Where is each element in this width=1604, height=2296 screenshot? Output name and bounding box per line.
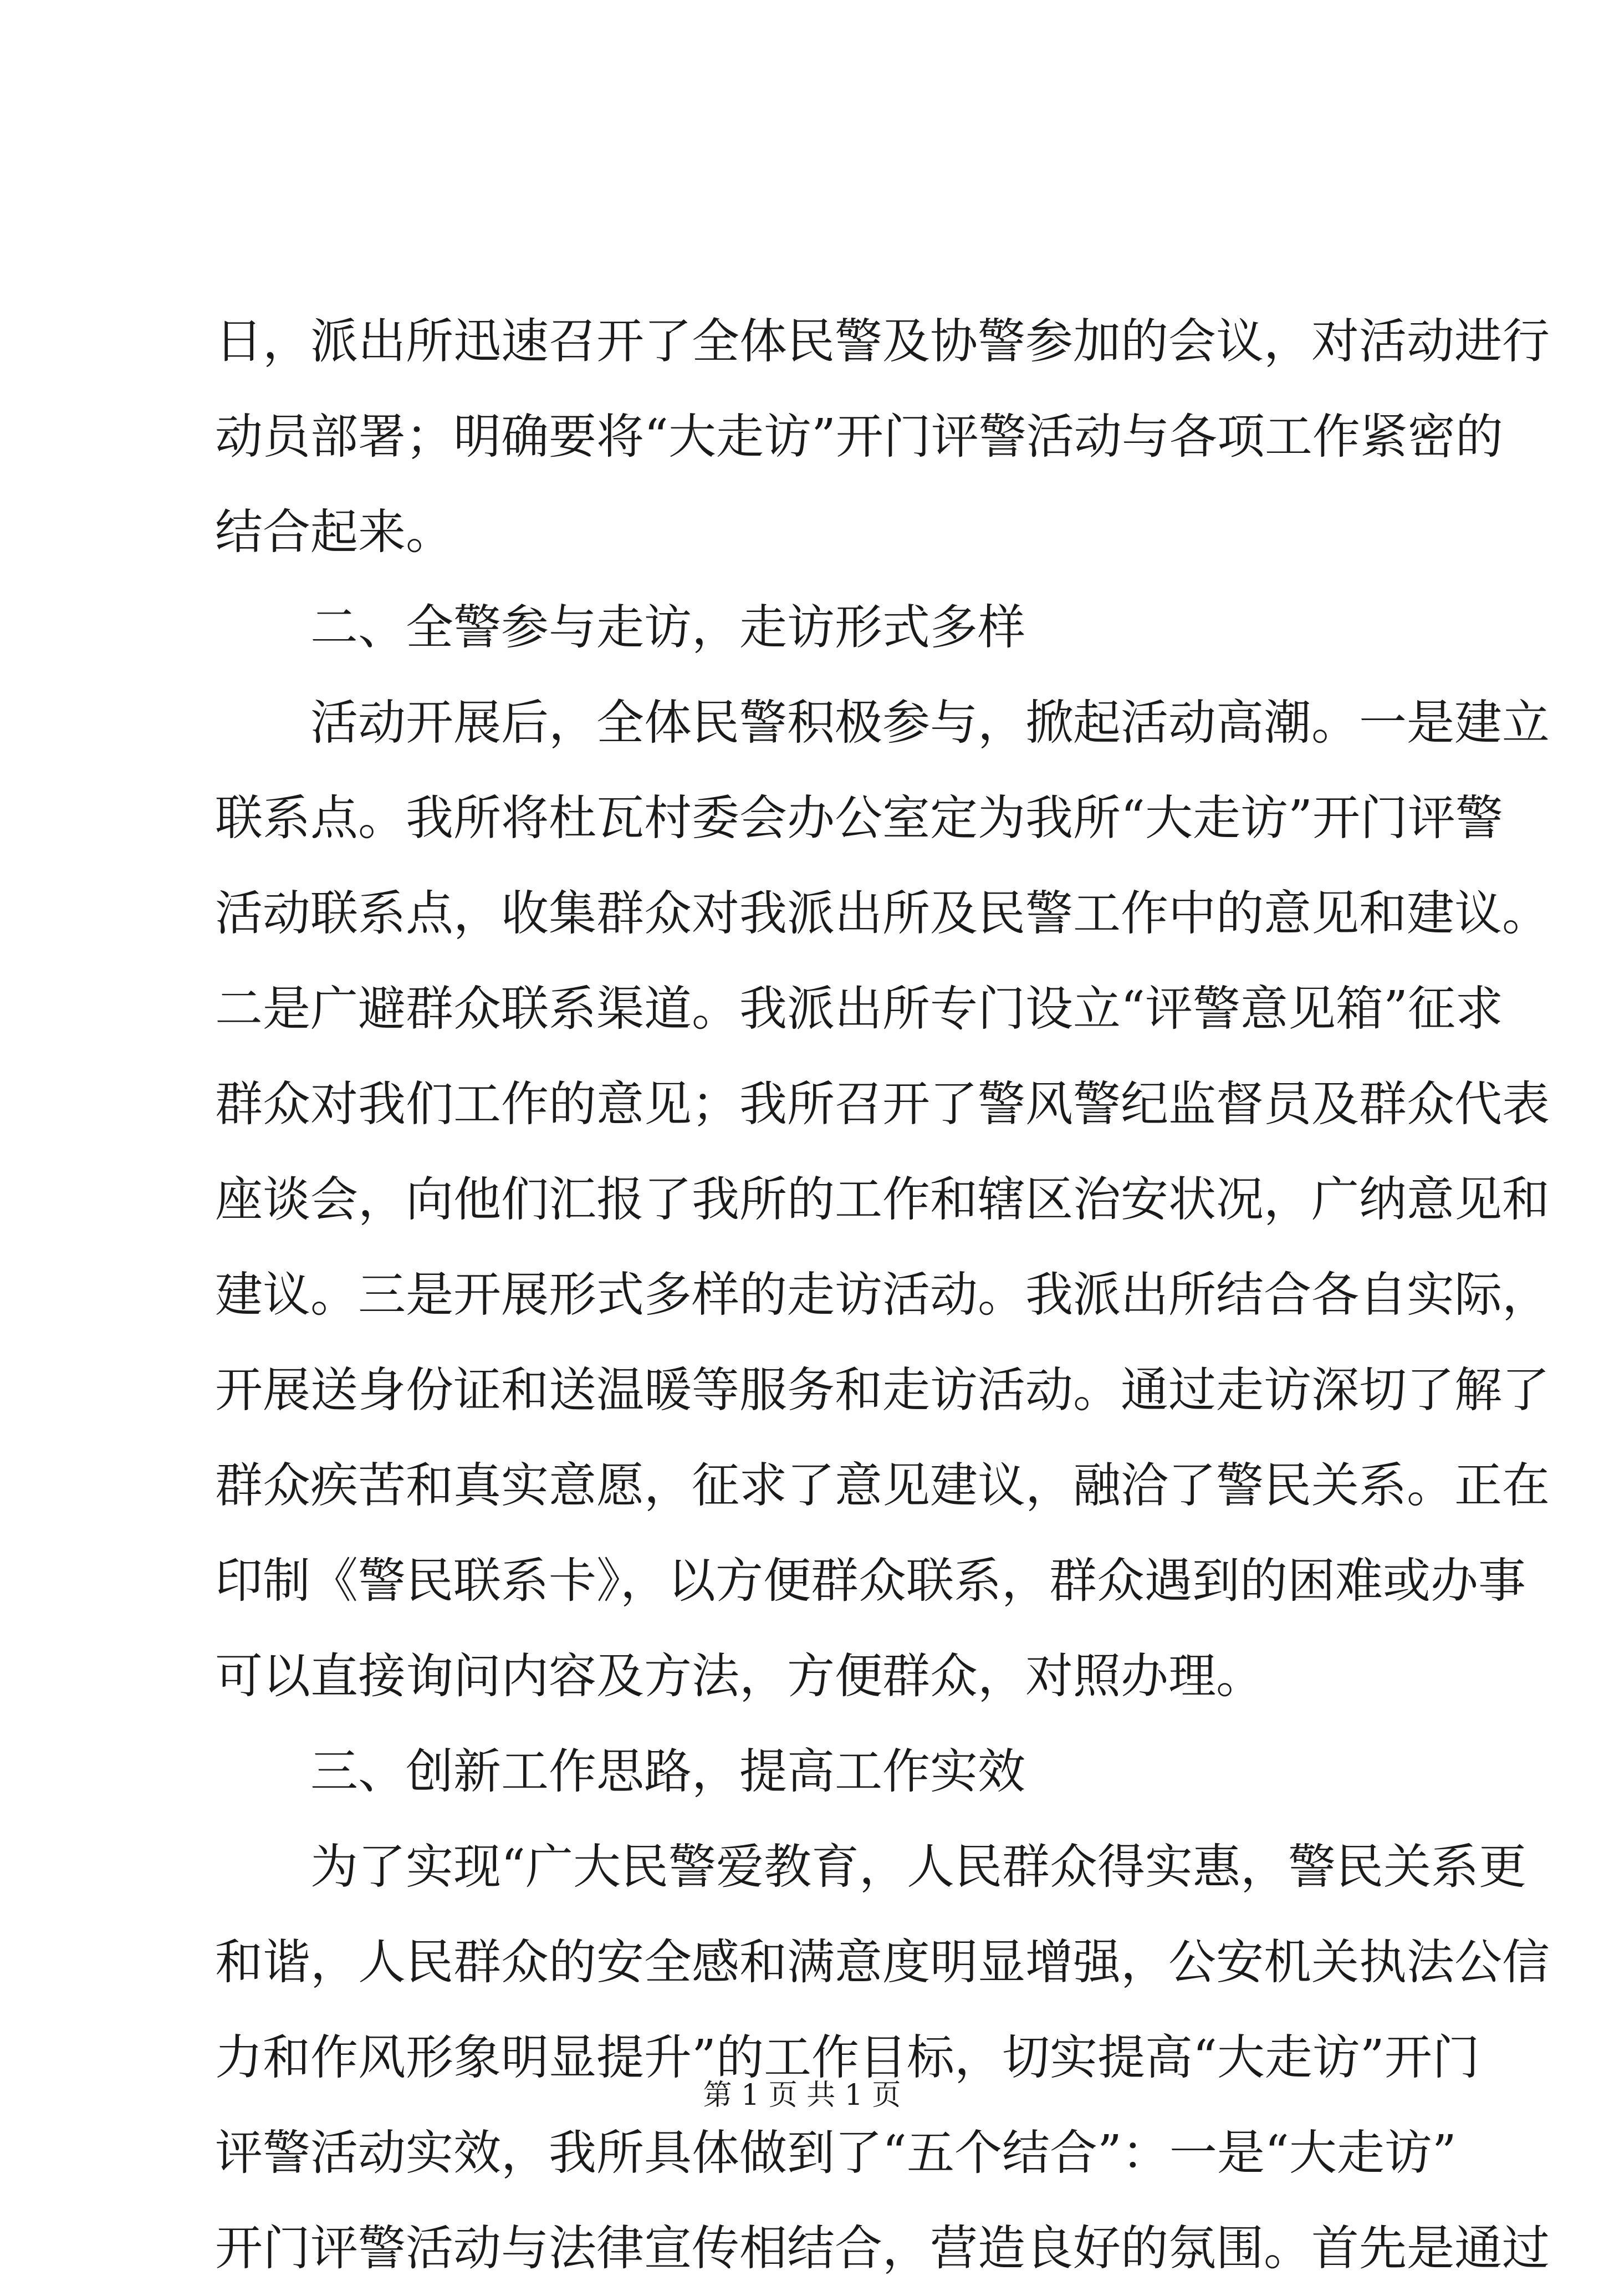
text-line: 活动开展后，全体民警积极参与，掀起活动高潮。一是建立 (310, 695, 1550, 751)
text-line: 和谐，人民群众的安全感和满意度明显增强，公安机关执法公信 (215, 1935, 1550, 1990)
text-line: 可以直接询问内容及方法，方便群众，对照办理。 (215, 1649, 1264, 1704)
text-line: 为了实现“广大民警爱教育，人民群众得实惠，警民关系更 (310, 1839, 1526, 1895)
text-line: 开门评警活动与法律宣传相结合，营造良好的氛围。首先是通过 (215, 2221, 1550, 2276)
body-text (215, 294, 1550, 2296)
text-line: 印制《警民联系卡》，以方便群众联系，群众遇到的困难或办事 (215, 1553, 1526, 1609)
text-line: 二是广避群众联系渠道。我派出所专门设立“评警意见箱”征求 (215, 981, 1503, 1037)
text-line: 开展送身份证和送温暖等服务和走访活动。通过走访深切了解了 (215, 1363, 1550, 1418)
text-line: 活动联系点，收集群众对我派出所及民警工作中的意见和建议。 (215, 886, 1550, 941)
text-line: 动员部署；明确要将“大走访”开门评警活动与各项工作紧密的 (215, 409, 1503, 465)
text-line: 群众疾苦和真实意愿，征求了意见建议，融洽了警民关系。正在 (215, 1458, 1550, 1513)
text-line: 座谈会，向他们汇报了我所的工作和辖区治安状况，广纳意见和 (215, 1172, 1550, 1227)
text-line: 日，派出所迅速召开了全体民警及协警参加的会议，对活动进行 (215, 314, 1550, 369)
text-line: 联系点。我所将杜瓦村委会办公室定为我所“大走访”开门评警 (215, 790, 1503, 846)
text-line: 结合起来。 (215, 504, 453, 560)
text-line: 力和作风形象明显提升”的工作目标，切实提高“大走访”开门 (215, 2030, 1480, 2085)
text-line: 建议。三是开展形式多样的走访活动。我派出所结合各自实际， (215, 1267, 1550, 1323)
section-heading: 三、创新工作思路，提高工作实效 (310, 1744, 1025, 1799)
text-line: 群众对我们工作的意见；我所召开了警风警纪监督员及群众代表 (215, 1076, 1550, 1132)
text-line: 评警活动实效，我所具体做到了“五个结合”：一是“大走访” (215, 2125, 1457, 2181)
page-number-footer: 第 1 页 共 1 页 (703, 2079, 901, 2112)
section-heading: 二、全警参与走访，走访形式多样 (310, 600, 1025, 655)
